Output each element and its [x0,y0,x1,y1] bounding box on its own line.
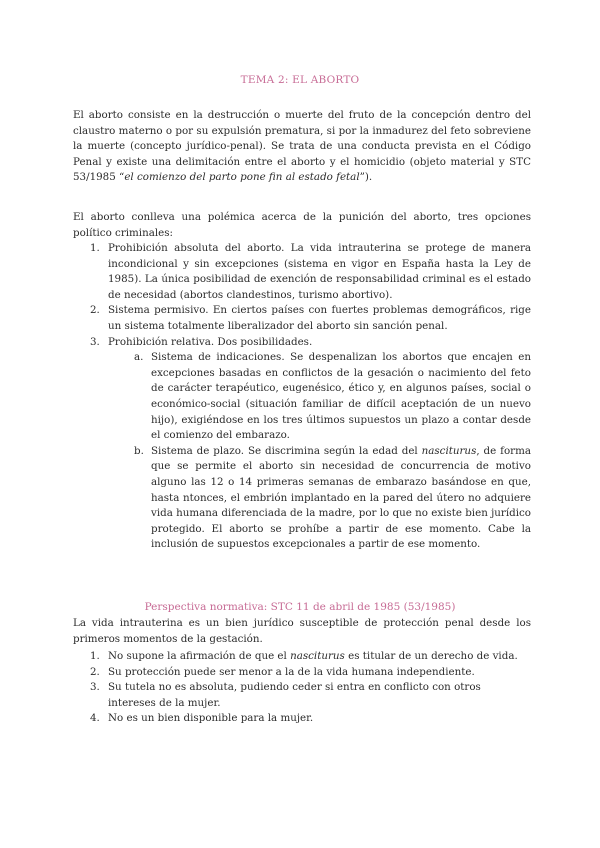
list-item [73,649,531,665]
list-item-text: Su protección puede ser menor a la de la vida humana independiente. [108,665,475,678]
list-item [73,335,531,553]
list-item-text [108,650,518,662]
sub-list-item-text: Sistema de indicaciones. Se despenalizan los abortos que encajen en excepciones basadas en conflictos de la gesación o nacimiento del feto de carácter terapéutico, eugenésico, ético y, en algunos países, social o económico-social (situación familiar de difícil aceptación de un nuevo hijo), exigiéndose en los tres últimos supuestos un plazo a contar desde el comienzo del embarazo. [151,351,531,442]
list-item [73,303,531,334]
item-text-end: es titular de un derecho de vida. [344,650,518,662]
list-item [73,711,531,727]
list-item-text: Prohibición absoluta del aborto. La vida intrauterina se protege de manera incondicional y sin excepciones (sistema en vigor en España hasta la Ley de 1985). La única posibilidad de exención de responsabilidad criminal es el estado de necesidad (abortos clandestinos, turismo abortivo). [108,242,531,301]
list-number: 4. [90,712,100,725]
list-item [73,665,531,681]
list-item-text: No es un bien disponible para la mujer. [108,712,314,725]
list-number: 1. [90,650,100,662]
intro-text-end: ”). [359,171,373,184]
sub-list-letter: a. [134,351,144,364]
list-number: 2. [90,304,100,317]
options-intro: El aborto conlleva una polémica acerca de la punición del aborto, tres opciones político criminales: [73,211,531,239]
page-title: TEMA 2: EL ABORTO [240,74,360,86]
list-item [73,680,531,711]
intro-text: El aborto consiste en la destrucción o muerte del fruto de la concepción dentro del claustro materno o por su expulsión prematura, si por la inmadurez del feto sobreviene la muerte (concepto jurídico-penal). Se trata de una conducta prevista en el Código Penal y existe una delimitación entre el aborto y el homicidio (objeto material y STC 53/1985 “ [73,109,531,184]
intro-paragraph [73,108,531,186]
list-item-text: Prohibición relativa. Dos posibilidades. [108,335,313,348]
italic-term: nasciturus [290,650,345,662]
list-item [73,241,531,303]
list-item-text: Su tutela no es absoluta, pudiendo ceder si entra en conflicto con otros intereses de la mujer. [108,681,481,709]
sub-list-item [108,444,531,553]
normative-intro: La vida intrauterina es un bien jurídico susceptible de protección penal desde los primeros momentos de la gestación. [73,617,531,645]
italic-term: nasciturus [421,444,477,457]
sub-list-item-text [151,445,531,551]
list-number: 3. [90,335,100,348]
options-list [73,241,531,553]
normative-list [73,649,531,727]
list-number: 2. [90,665,100,678]
sub-item-text-end: , de forma que se permite el aborto sin necesidad de concurrencia de motivo alguno las 12 o 14 primeras semanas de embarazo basándose en que, hasta ntonces, el embrión implantado en la pared del útero no adquiere vida humana diferenciada de la madre, por lo que no existe bien jurídico protegido. El aborto se prohíbe a partir de ese momento. Cabe la inclusión de supuestos excepcionales a partir de ese momento. [151,444,531,551]
list-number: 3. [90,681,100,694]
intro-quote: el comienzo del parto pone fin al estado fetal [124,171,360,184]
list-item-text: Sistema permisivo. En ciertos países con fuertes problemas demográficos, rige un sistema totalmente liberalizador del aborto sin sanción penal. [108,304,531,332]
sub-list-item [108,350,531,444]
list-number: 1. [90,242,100,254]
sub-item-text-start: Sistema de plazo. Se discrimina según la edad del [151,444,422,457]
item-text-start: No supone la afirmación de que el [108,650,291,662]
sub-options-list [108,350,531,553]
section-subtitle: Perspectiva normativa: STC 11 de abril de 1985 (53/1985) [144,601,456,613]
sub-list-letter: b. [134,444,144,457]
